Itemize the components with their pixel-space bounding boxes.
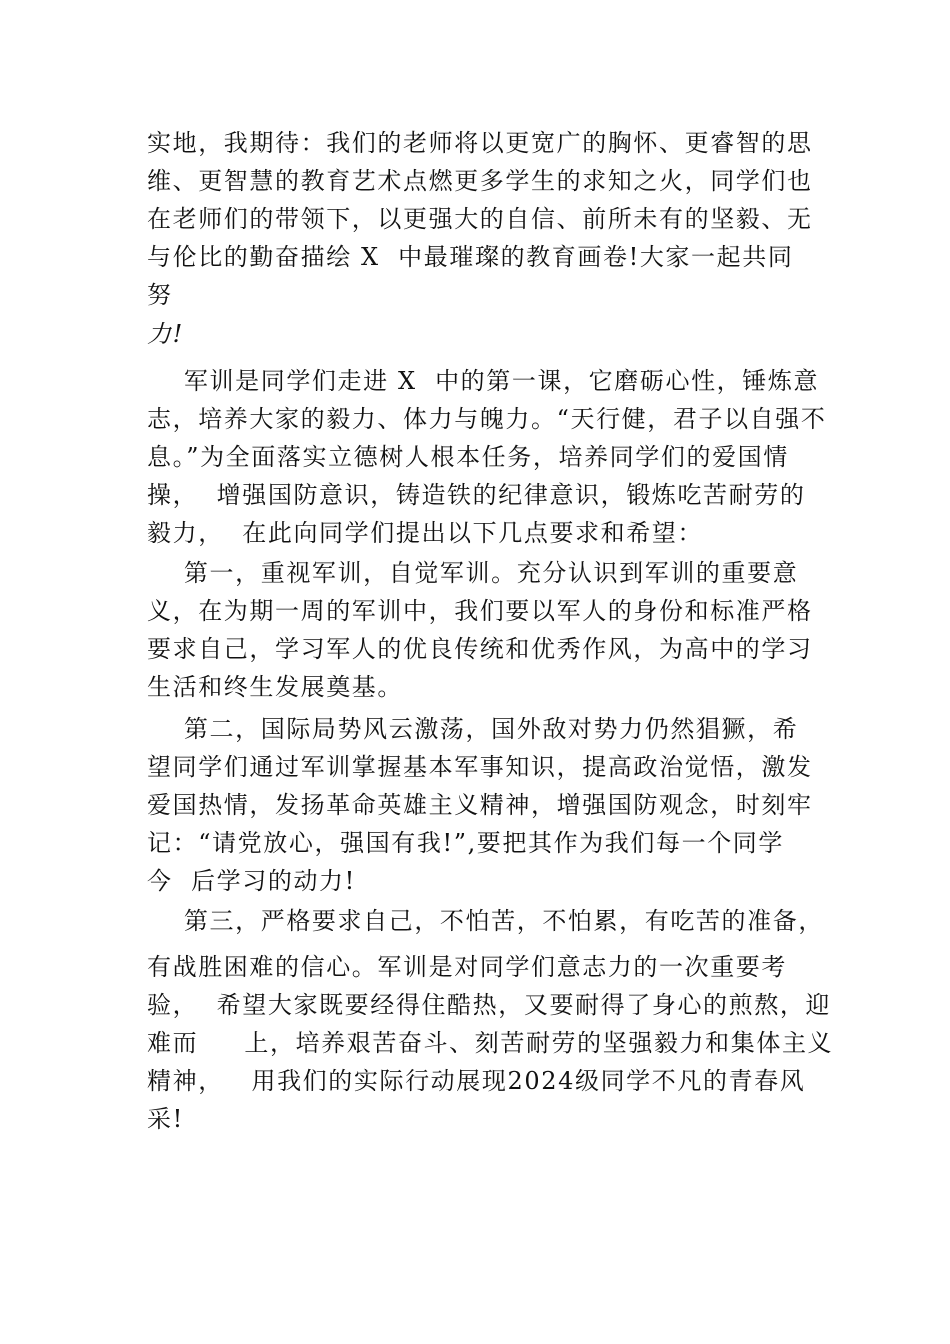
text-line: 有战胜困难的信心。军训是对同学们意志力的一次重要考 [147, 953, 787, 981]
text-line: 记：“请党放心，强国有我!”,要把其作为我们每一个同学 [147, 829, 785, 857]
text-line: 与伦比的勤奋描绘 X 中最璀璨的教育画卷!大家一起共同 [147, 243, 794, 271]
text-line: 望同学们通过军训掌握基本军事知识，提高政治觉悟，激发 [147, 753, 813, 781]
paragraph-first-line: 第三，严格要求自己，不怕苦，不怕累，有吃苦的准备， [147, 907, 824, 935]
paragraph-first-line: 军训是同学们走进 X 中的第一课，它磨砺心性，锤炼意 [147, 367, 820, 395]
text-line: 志，培养大家的毅力、体力与魄力。“天行健，君子以自强不 [147, 405, 827, 433]
text-line: 生活和终生发展奠基。 [147, 673, 403, 701]
text-line: 难而 上，培养艰苦奋斗、刻苦耐劳的坚强毅力和集体主义 [147, 1029, 834, 1057]
text-line: 爱国热情，发扬革命英雄主义精神，增强国防观念，时刻牢 [147, 791, 813, 819]
text-line: 维、更智慧的教育艺术点燃更多学生的求知之火，同学们也 [147, 167, 813, 195]
text-line: 要求自己，学习军人的优良传统和优秀作风，为高中的学习 [147, 635, 813, 663]
text-line: 息。”为全面落实立德树人根本任务，培养同学们的爱国情 [147, 443, 789, 471]
text-line: 义，在为期一周的军训中，我们要以军人的身份和标准严格 [147, 597, 813, 625]
text-line: 操， 增强国防意识，铸造铁的纪律意识，锻炼吃苦耐劳的 [147, 481, 806, 509]
text-line: 毅力， 在此向同学们提出以下几点要求和希望： [147, 519, 704, 547]
text-line: 验， 希望大家既要经得住酷热，又要耐得了身心的煎熬，迎 [147, 991, 832, 1019]
text-line: 实地，我期待：我们的老师将以更宽广的胸怀、更睿智的思 [147, 129, 813, 157]
text-line: 在老师们的带领下，以更强大的自信、前所未有的坚毅、无 [147, 205, 813, 233]
paragraph-first-line: 第二，国际局势风云激荡，国外敌对势力仍然猖獗，希 [147, 715, 799, 743]
paragraph-first-line: 第一，重视军训，自觉军训。充分认识到军训的重要意 [147, 559, 799, 587]
text-line: 力! [147, 320, 184, 348]
text-line: 采! [147, 1105, 184, 1133]
text-line: 努 [147, 281, 173, 309]
text-line: 精神， 用我们的实际行动展现2024级同学不凡的青春风 [147, 1067, 806, 1095]
text-line: 今 后学习的动力! [147, 867, 356, 895]
